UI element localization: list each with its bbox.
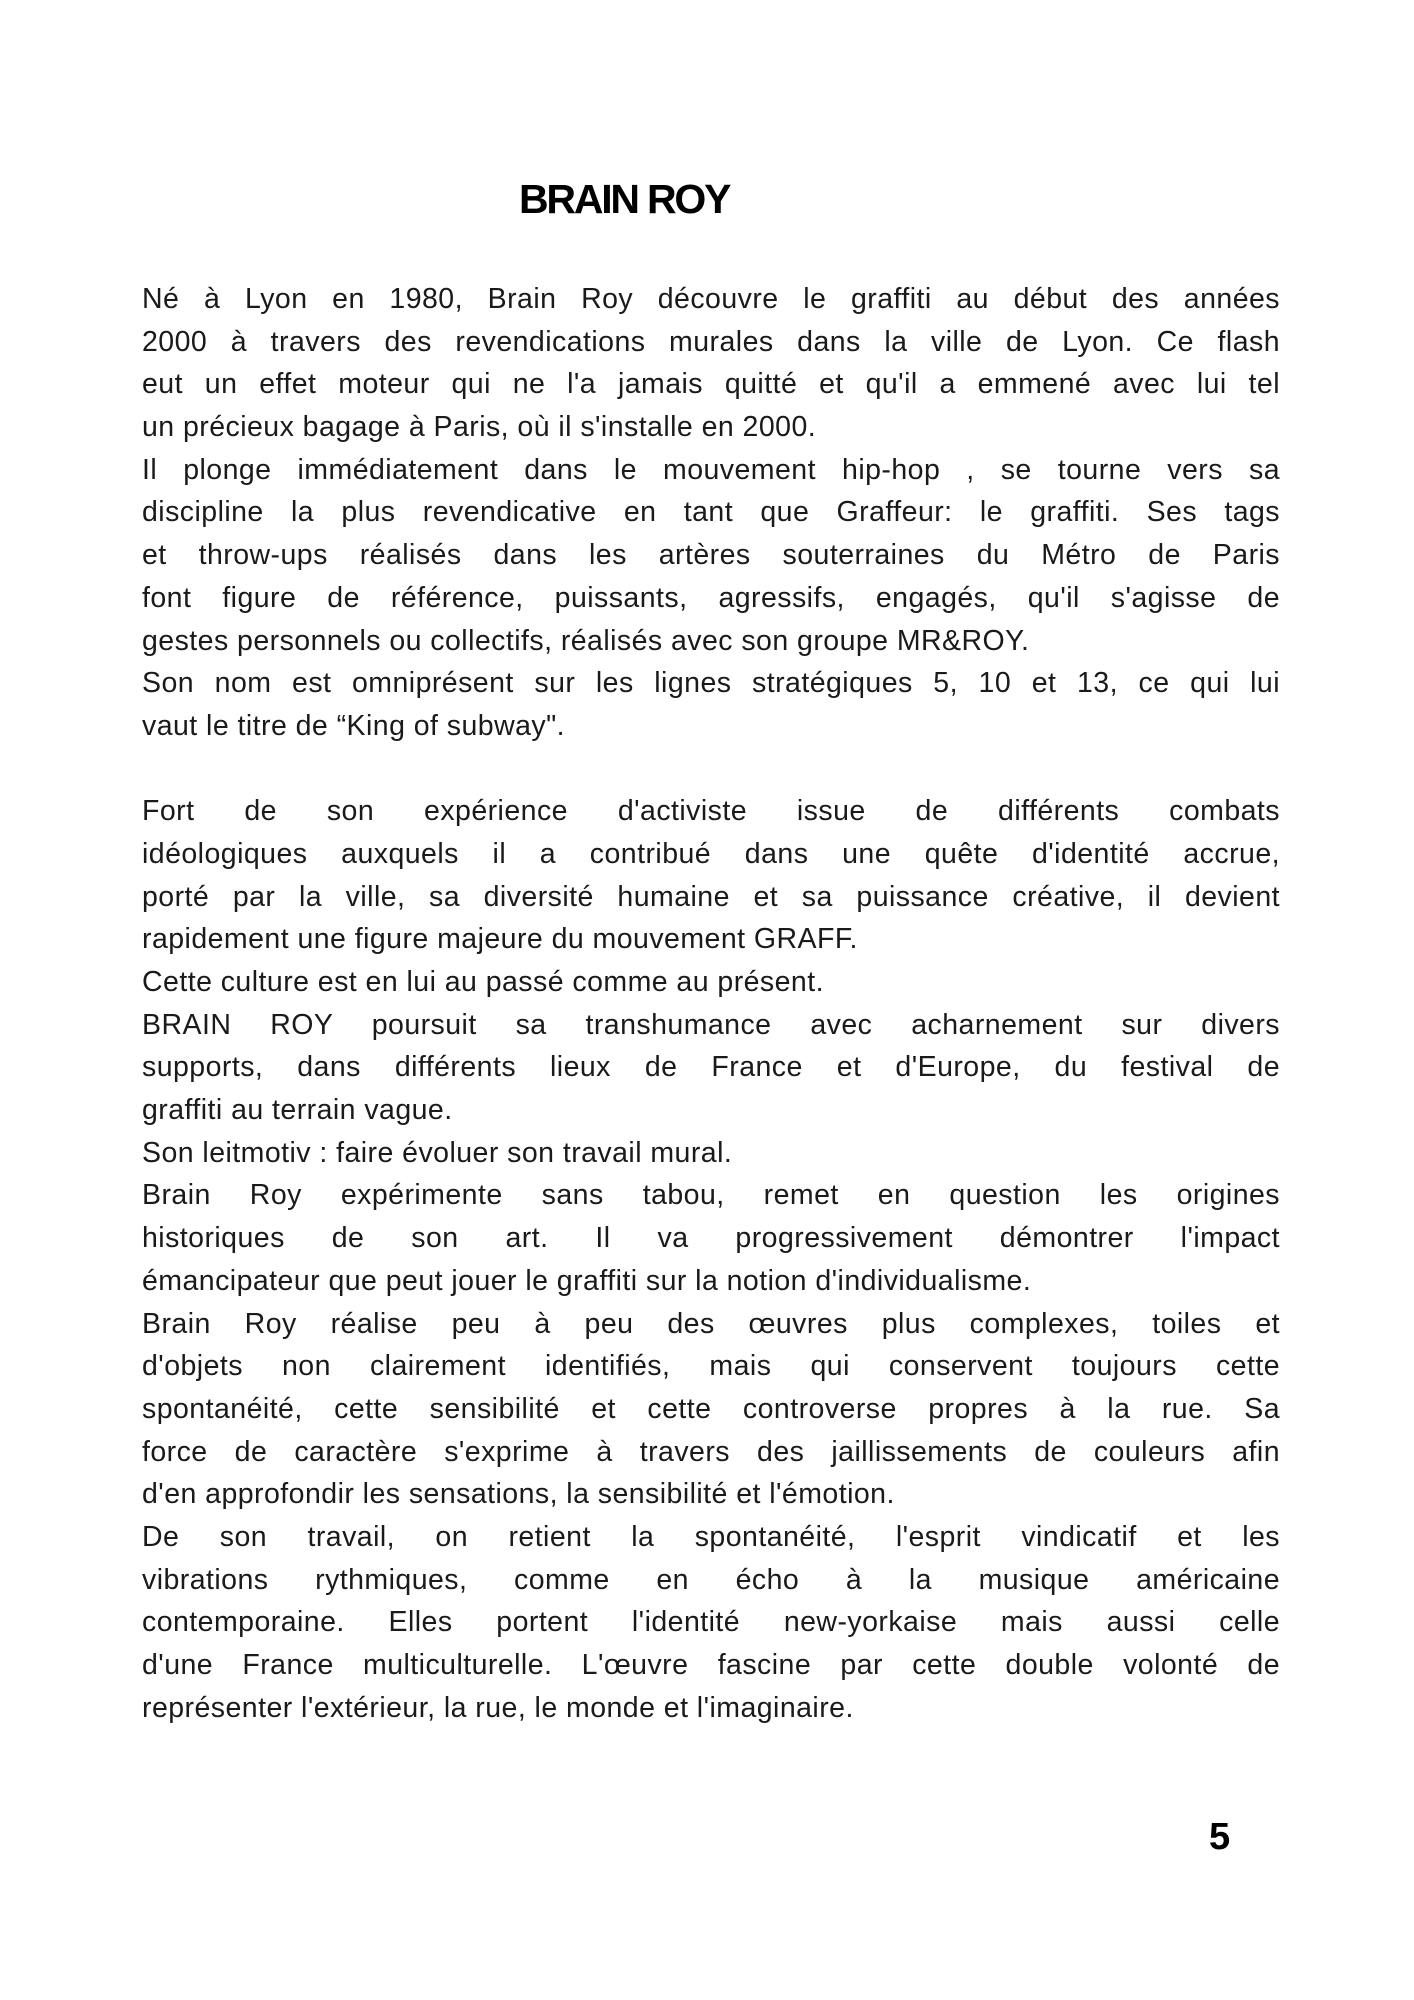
text-line: et throw-ups réalisés dans les artères souterraines du Métro de Paris [142,539,1280,572]
text-line: un précieux bagage à Paris, où il s'installe en 2000. [142,411,817,444]
text-line: porté par la ville, sa diversité humaine et sa puissance créative, il devient [142,880,1280,913]
text-line: Son nom est omniprésent sur les lignes stratégiques 5, 10 et 13, ce qui lui [142,667,1280,700]
text-line: Brain Roy expérimente sans tabou, remet en question les origines [142,1179,1280,1212]
text-line: Fort de son expérience d'activiste issue de différents combats [142,795,1280,828]
text-line: émancipateur que peut jouer le graffiti sur la notion d'individualisme. [142,1264,1032,1297]
text-line: représenter l'extérieur, la rue, le monde et l'imaginaire. [142,1691,854,1724]
text-line: 2000 à travers des revendications murales dans la ville de Lyon. Ce flash [142,325,1280,358]
text-line: d'objets non clairement identifiés, mais qui conservent toujours cette [142,1350,1280,1383]
text-line: Cette culture est en lui au passé comme au présent. [142,966,824,998]
page-number: 5 [1209,1816,1231,1858]
page-title: BRAIN ROY [519,176,730,222]
text-line: De son travail, on retient la spontanéité, l'esprit vindicatif et les [142,1520,1280,1553]
text-line: Son leitmotiv : faire évoluer son travail mural. [142,1136,733,1169]
text-line: gestes personnels ou collectifs, réalisés avec son groupe MR&ROY. [142,624,1030,657]
text-line: font figure de référence, puissants, agressifs, engagés, qu'il s'agisse de [142,581,1280,614]
text-line: vibrations rythmiques, comme en écho à la musique américaine [142,1563,1280,1596]
text-line: Il plonge immédiatement dans le mouvement hip-hop , se tourne vers sa [142,453,1280,486]
text-line: d'une France multiculturelle. L'œuvre fascine par cette double volonté de [142,1649,1280,1681]
text-line: eut un effet moteur qui ne l'a jamais quitté et qu'il a emmené avec lui tel [142,368,1280,401]
text-line: Brain Roy réalise peu à peu des œuvres plus complexes, toiles et [142,1307,1280,1340]
body-text [142,278,1280,1729]
text-line: BRAIN ROY poursuit sa transhumance avec acharnement sur divers [142,1008,1280,1041]
text-line: discipline la plus revendicative en tant que Graffeur: le graffiti. Ses tags [142,496,1280,529]
text-line: spontanéité, cette sensibilité et cette controverse propres à la rue. Sa [142,1392,1280,1425]
text-line: contemporaine. Elles portent l'identité new-yorkaise mais aussi celle [142,1606,1280,1639]
text-line: historiques de son art. Il va progressivement démontrer l'impact [142,1222,1280,1255]
paragraph-gap [142,748,1280,791]
text-line: vaut le titre de “King of subway". [142,709,566,742]
text-line: force de caractère s'exprime à travers des jaillissements de couleurs afin [142,1435,1280,1468]
text-line: graffiti au terrain vague. [142,1094,453,1127]
text-line: supports, dans différents lieux de France et d'Europe, du festival de [142,1051,1280,1084]
text-line: rapidement une figure majeure du mouvement GRAFF. [142,923,858,956]
text-line: idéologiques auxquels il a contribué dans une quête d'identité accrue, [142,837,1280,870]
text-line: Né à Lyon en 1980, Brain Roy découvre le graffiti au début des années [142,283,1280,315]
text-line: d'en approfondir les sensations, la sensibilité et l'émotion. [142,1478,895,1511]
